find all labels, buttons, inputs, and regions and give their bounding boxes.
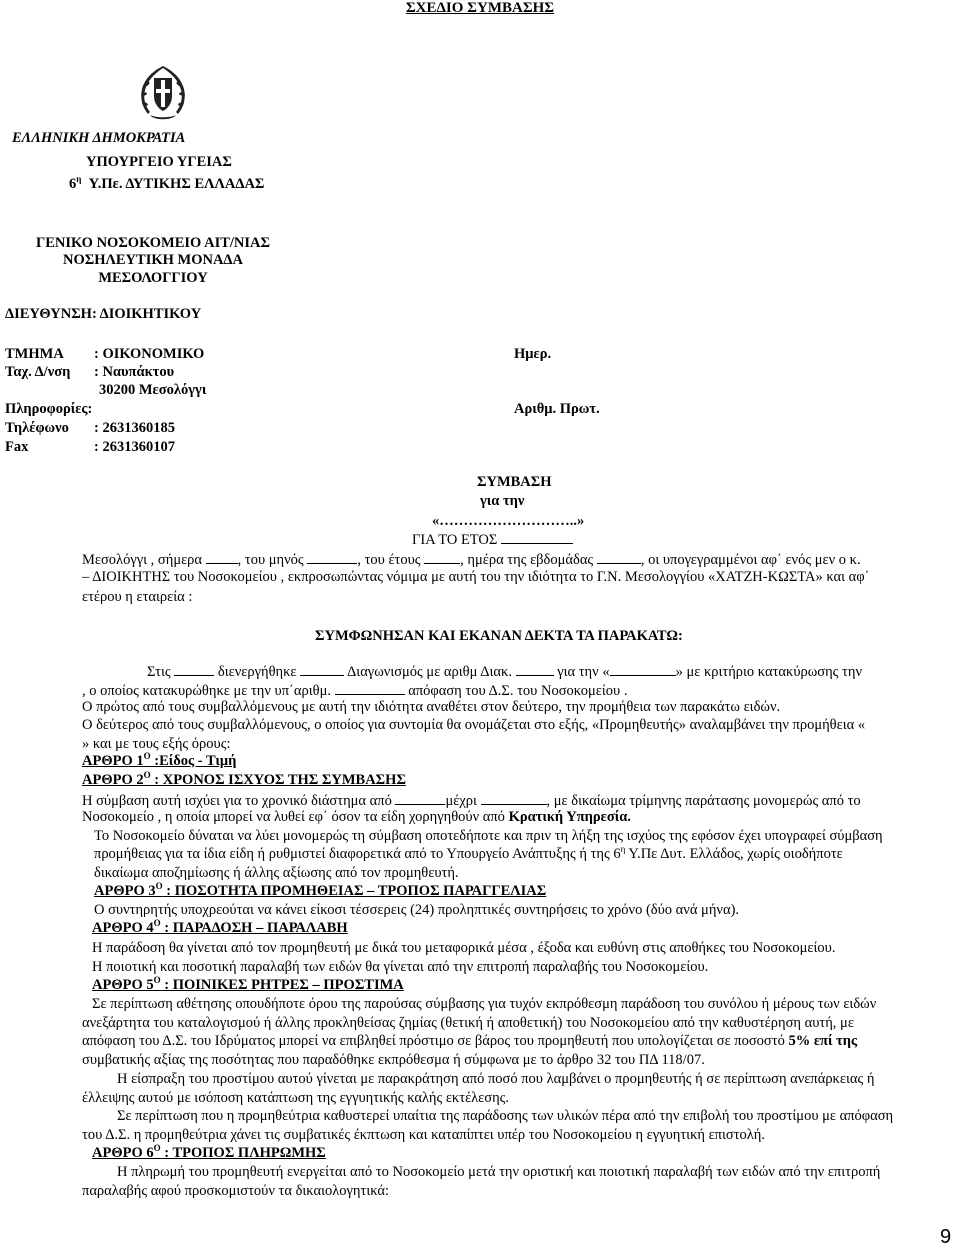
article-6-line-2: παραλαβής αφού προσκομιστούν τα δικαιολογητικά:	[82, 1183, 390, 1199]
dept-value: : ΟΙΚΟΝΟΜΙΚΟ	[94, 346, 205, 362]
hospital-unit: ΝΟΣΗΛΕΥΤΙΚΗ ΜΟΝΑΔΑ	[62, 252, 243, 268]
phone-value: : 2631360185	[94, 420, 175, 436]
tender-line-5: » και με τους εξής όρους:	[82, 736, 231, 752]
republic-name: ΕΛΛΗΝΙΚΗ ΔΗΜΟΚΡΑΤΙΑ	[12, 130, 186, 146]
tender-line-2: , ο οποίος κατακυρώθηκε με την υπ΄αριθμ. απόφαση του Δ.Σ. του Νοσοκομείου .	[82, 683, 628, 699]
address-city: 30200 Μεσολόγγι	[99, 382, 207, 398]
fax-value: : 2631360107	[94, 439, 175, 455]
address-value: : Ναυπάκτου	[94, 364, 175, 380]
article-2-line-4: προμήθειας για τα ίδια είδη ή ρυθμιστεί διαφορετικά από το Υπουργείο Ανάπτυξης ή της $6^\eta$ Υ.Πε Δυτ. Ελλάδος, χωρίς οιοδήποτε	[94, 844, 843, 862]
article-3-line-1: Ο συντηρητής υποχρεούται να κάνει είκοσι τέσσερεις (24) προληπτικές συντηρήσεις το χρόνο (δύο ανά μήνα).	[94, 902, 740, 918]
article-1-heading: ΑΡΘΡΟ $1^O$ :Είδος - Τιμή	[82, 751, 237, 769]
article-2-heading: ΑΡΘΡΟ $2^O$ : ΧΡΟΝΟΣ ΙΣΧΥΟΣ ΤΗΣ ΣΥΜΒΑΣΗΣ	[82, 770, 406, 788]
article-4-line-2: Η ποιοτική και ποσοτική παραλαβή των ειδών θα γίνεται από την επιτροπή παραλαβής του Νοσοκομείου.	[92, 959, 709, 975]
article-5-line-7: Σε περίπτωση που η προμηθεύτρια καθυστερεί υπαίτια της παράδοσης των υλικών πέρα από την επιβολή του προστίμου με απόφαση	[117, 1108, 894, 1124]
article-5-line-5: Η είσπραξη του προστίμου αυτού γίνεται με παρακράτηση από ποσό που λαμβάνει ο προμηθευτής ή σε περίπτωση ανεπάρκειας ή	[117, 1071, 875, 1087]
hospital-city: ΜΕΣΟΛΟΓΓΙΟΥ	[98, 270, 208, 286]
article-2-line-2: Νοσοκομείο , η οποία μπορεί να λυθεί εφ΄ όσον τα είδη χορηγηθούν από Κρατική Υπηρεσία.	[82, 809, 631, 825]
health-region: $6^\eta$ Υ.Πε. ΔΥΤΙΚΗΣ ΕΛΛΑΔΑΣ	[69, 174, 265, 192]
hospital-name: ΓΕΝΙΚΟ ΝΟΣΟΚΟΜΕΙΟ ΑΙΤ/ΝΙΑΣ	[36, 235, 270, 251]
phone-label: Τηλέφωνο	[5, 420, 69, 436]
article-5-line-6: έλλειψης αυτού με ισόποση κατάπτωση της εγγυητικής καλής εκτέλεσης.	[82, 1090, 510, 1106]
date-label: Ημερ.	[514, 346, 552, 362]
page-number: 9	[940, 1226, 952, 1248]
protocol-label: Αριθμ. Πρωτ.	[514, 401, 600, 417]
article-5-line-1: Σε περίπτωση αθέτησης οπουδήποτε όρου της παρούσας σύμβασης για τυχόν εκπρόθεσμη παράδοση του συνόλου ή μέρους των ειδών	[92, 996, 877, 1012]
intro-line-3: ετέρου η εταιρεία :	[82, 589, 193, 605]
year-blank	[501, 530, 573, 544]
contract-year: ΓΙΑ ΤΟ ΕΤΟΣ	[412, 530, 573, 549]
article-3-heading: ΑΡΘΡΟ $3^O$ : ΠΟΣΟΤΗΤΑ ΠΡΟΜΗΘΕΙΑΣ – ΤΡΟΠΟΣ ΠΑΡΑΓΓΕΛΙΑΣ	[94, 881, 547, 899]
article-2-line-5: δικαίωμα αποζημίωσης ή άλλης αξίωσης από τον προμηθευτή.	[94, 865, 459, 881]
ministry-name: ΥΠΟΥΡΓΕΙΟ ΥΓΕΙΑΣ	[86, 154, 232, 170]
tender-line-3: Ο πρώτος από τους συμβαλλόμενους με αυτή την ιδιότητα αναθέτει στον δεύτερο, την προμήθεια των παρακάτω ειδών.	[82, 699, 781, 715]
article-5-heading: ΑΡΘΡΟ $5^O$ : ΠΟΙΝΙΚΕΣ ΡΗΤΡΕΣ – ΠΡΟΣΤΙΜΑ	[92, 975, 404, 993]
article-5-line-8: του Δ.Σ. η προμηθεύτρια χάνει τις συμβατικές έκπτωση και καταπίπτει υπέρ του Νοσοκομείου η εγγυητική επιστολή.	[82, 1127, 765, 1143]
info-label: Πληροφορίες:	[5, 401, 93, 417]
article-4-heading: ΑΡΘΡΟ $4^O$ : ΠΑΡΑΔΟΣΗ – ΠΑΡΑΛΑΒΗ	[92, 918, 348, 936]
article-2-line-3: Το Νοσοκομείο δύναται να λύει μονομερώς τη σύμβαση οποτεδήποτε και πριν τη λήξη της ισχύος της εφόσον έχει υπογραφεί σύμβαση	[94, 828, 883, 844]
article-6-line-1: Η πληρωμή του προμηθευτή ενεργείται από το Νοσοκομείο μετά την οριστική και ποιοτική παραλαβή των ειδών από την επιτροπή	[117, 1164, 881, 1180]
address-label: Ταχ. Δ/νση	[5, 364, 71, 380]
intro-line-1: Μεσολόγγι , σήμερα , του μηνός , του έτους , ημέρα της εβδομάδας , οι υπογεγραμμένοι αφ΄ ενός μεν ο κ.	[82, 552, 861, 568]
document-title: ΣΧΕΔΙΟ ΣΥΜΒΑΣΗΣ	[405, 0, 555, 16]
tender-line-4: Ο δεύτερος από τους συμβαλλόμενους, ο οποίος για συντομία θα ονομάζεται στο εξής, «Προμηθευτής» αναλαμβάνει την προμήθεια «	[82, 717, 866, 733]
article-6-heading: ΑΡΘΡΟ $6^O$ : ΤΡΟΠΟΣ ΠΛΗΡΩΜΗΣ	[92, 1143, 326, 1161]
dept-label: ΤΜΗΜΑ	[5, 346, 64, 362]
article-5-line-3: απόφαση του Δ.Σ. του Ιδρύματος μπορεί να επιβληθεί πρόστιμο σε βάρος του προμηθευτή που υπολογίζεται σε ποσοστό 5% επί της	[82, 1033, 858, 1049]
contract-for: για την	[480, 493, 525, 509]
article-5-line-2: ανεξάρτητα του καταλογισμού ή άλλης προκληθείσας ζημίας (θετική ή αποθετική) του Νοσοκομείου από την καθυστέρηση αυτή, με	[82, 1015, 854, 1031]
agreed-heading: ΣΥΜΦΩΝΗΣΑΝ ΚΑΙ ΕΚΑΝΑΝ ΔΕΚΤΑ ΤΑ ΠΑΡΑΚΑΤΩ:	[315, 628, 683, 644]
contract-subject-placeholder: «………………………..»	[432, 513, 585, 529]
article-4-line-1: Η παράδοση θα γίνεται από τον προμηθευτή με δικά του μεταφορικά μέσα , έξοδα και ευθύνη στις αποθήκες του Νοσοκομείου.	[92, 940, 836, 956]
article-5-line-4: συμβατικής αξίας της ποσότητας που παραδόθηκε εκπρόθεσμα ή σύμφωνα με το άρθρο 32 του ΠΔ 118/07.	[82, 1052, 705, 1068]
intro-line-2: – ΔΙΟΙΚΗΤΗΣ του Νοσοκομείου , εκπροσωπώντας νόμιμα με αυτή του την ιδιότητα το Γ.Ν. Μεσολογγίου «ΧΑΤΖΗ-ΚΩΣΤΑ» και αφ΄	[82, 569, 870, 585]
contract-title: ΣΥΜΒΑΣΗ	[477, 474, 552, 490]
fax-label: Fax	[5, 439, 29, 455]
tender-line-1: Στις διενεργήθηκε Διαγωνισμός με αριθμ Διακ. για την « » με κριτήριο κατακύρωσης την	[147, 664, 863, 680]
article-2-line-1: Η σύμβαση αυτή ισχύει για το χρονικό διάστημα από μέχρι , με δικαίωμα τρίμηνης παράτασης μονομερώς από το	[82, 793, 861, 809]
greek-emblem-icon	[136, 64, 190, 120]
directorate: ΔΙΕΥΘΥΝΣΗ: ΔΙΟΙΚΗΤΙΚΟΥ	[5, 306, 202, 322]
